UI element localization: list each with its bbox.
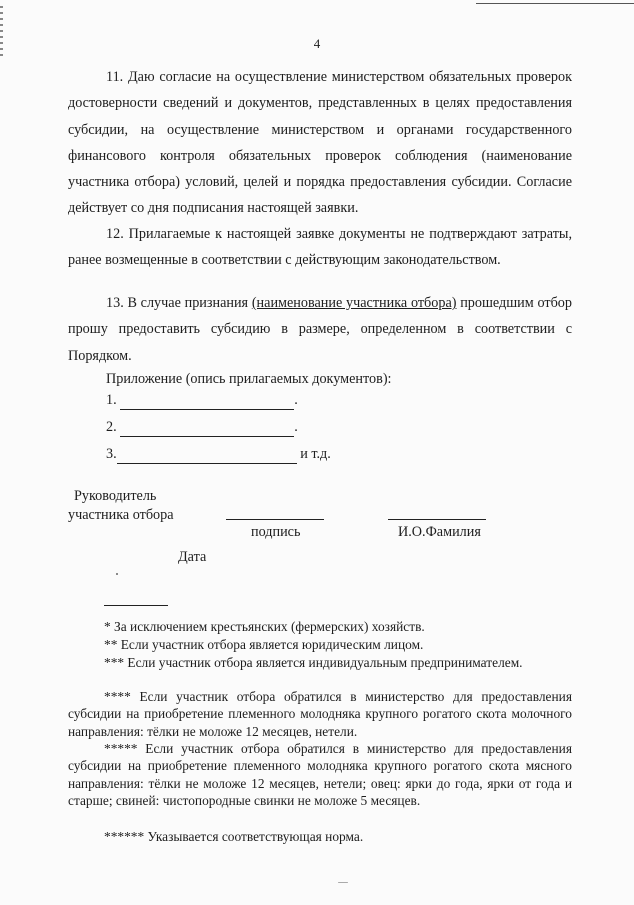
signatory-role-line2: участника отбора bbox=[68, 507, 174, 523]
paragraph-12-text: 12. Прилагаемые к настоящей заявке документы не подтверждают затраты, ранее возмещенные в соответствии с действующим законодательством. bbox=[68, 226, 572, 269]
paragraph-13-end: прошедшим отбор прошу предоставить субсидию в размере, определенном в соответствии с Порядком. bbox=[68, 295, 572, 364]
signatory-role-line1: Руководитель bbox=[74, 488, 157, 504]
appendix-item-number: 2. bbox=[106, 419, 117, 435]
footnote-3-text: *** Если участник отбора является индивидуальным предпринимателем. bbox=[104, 655, 523, 670]
appendix-item-end: . bbox=[294, 392, 298, 408]
paragraph-13-start: 13. В случае признания bbox=[106, 295, 252, 311]
scan-speck bbox=[338, 882, 348, 883]
paragraph-13-text bbox=[68, 290, 572, 369]
footnote-separator bbox=[104, 605, 168, 606]
blank-line bbox=[117, 446, 297, 464]
footnote-5 bbox=[68, 740, 572, 810]
footnote-1-text: * За исключением крестьянских (фермерских) хозяйств. bbox=[104, 619, 425, 634]
appendix-title: Приложение (опись прилагаемых документов): bbox=[106, 371, 392, 387]
stray-mark bbox=[116, 573, 118, 575]
footnote-3 bbox=[68, 654, 572, 671]
appendix-item-3 bbox=[106, 446, 331, 464]
date-label: Дата bbox=[178, 549, 207, 565]
appendix-item-1 bbox=[106, 392, 298, 410]
appendix-item-2 bbox=[106, 419, 298, 437]
footnote-5-text: ***** Если участник отбора обратился в министерство для предоставления субсидии на приобретение племенного молодняка крупного рогатого скота мясного направления: тёлки не моложе 12 месяцев, нетели; овец: ярки до года, ярки от года и старше; свиней: чистопородные свинки не моложе 5 месяцев. bbox=[68, 741, 572, 809]
name-line bbox=[388, 519, 486, 520]
appendix-item-number: 3. bbox=[106, 446, 117, 462]
appendix-item-number: 1. bbox=[106, 392, 117, 408]
appendix-item-end: . bbox=[294, 419, 298, 435]
name-label: И.О.Фамилия bbox=[398, 524, 481, 540]
participant-name-placeholder: (наименование участника отбора) bbox=[251, 295, 457, 311]
blank-line bbox=[120, 419, 294, 437]
footnote-2-text: ** Если участник отбора является юридическим лицом. bbox=[104, 637, 424, 652]
blank-line bbox=[120, 392, 294, 410]
footnote-2 bbox=[68, 636, 572, 653]
signature-label: подпись bbox=[251, 524, 301, 540]
footnote-1 bbox=[68, 618, 572, 635]
footnote-6-text: ****** Указывается соответствующая норма. bbox=[104, 829, 364, 844]
footnote-6 bbox=[68, 828, 572, 845]
page-number: 4 bbox=[313, 36, 321, 51]
signature-line bbox=[226, 519, 324, 520]
appendix-item-end: и т.д. bbox=[296, 446, 331, 462]
paragraph-11-text: 11. Даю согласие на осуществление министерством обязательных проверок достоверности сведений и документов, представленных в целях предоставления субсидии, на осуществление министерством и органами государственного финансового контроля обязательных проверок соблюдения (наименование участника отбора) условий, целей и порядка предоставления субсидии. Согласие действует со дня подписания настоящей заявки. bbox=[68, 69, 572, 217]
paragraph-12 bbox=[68, 221, 572, 274]
paragraph-11 bbox=[68, 64, 572, 222]
top-border-line bbox=[476, 3, 634, 4]
footnote-4-text: **** Если участник отбора обратился в министерство для предоставления субсидии на приобретение племенного молодняка крупного рогатого скота молочного направления: тёлки не моложе 12 месяцев, нетели. bbox=[68, 689, 572, 739]
footnote-4 bbox=[68, 688, 572, 740]
paragraph-13 bbox=[68, 290, 572, 369]
